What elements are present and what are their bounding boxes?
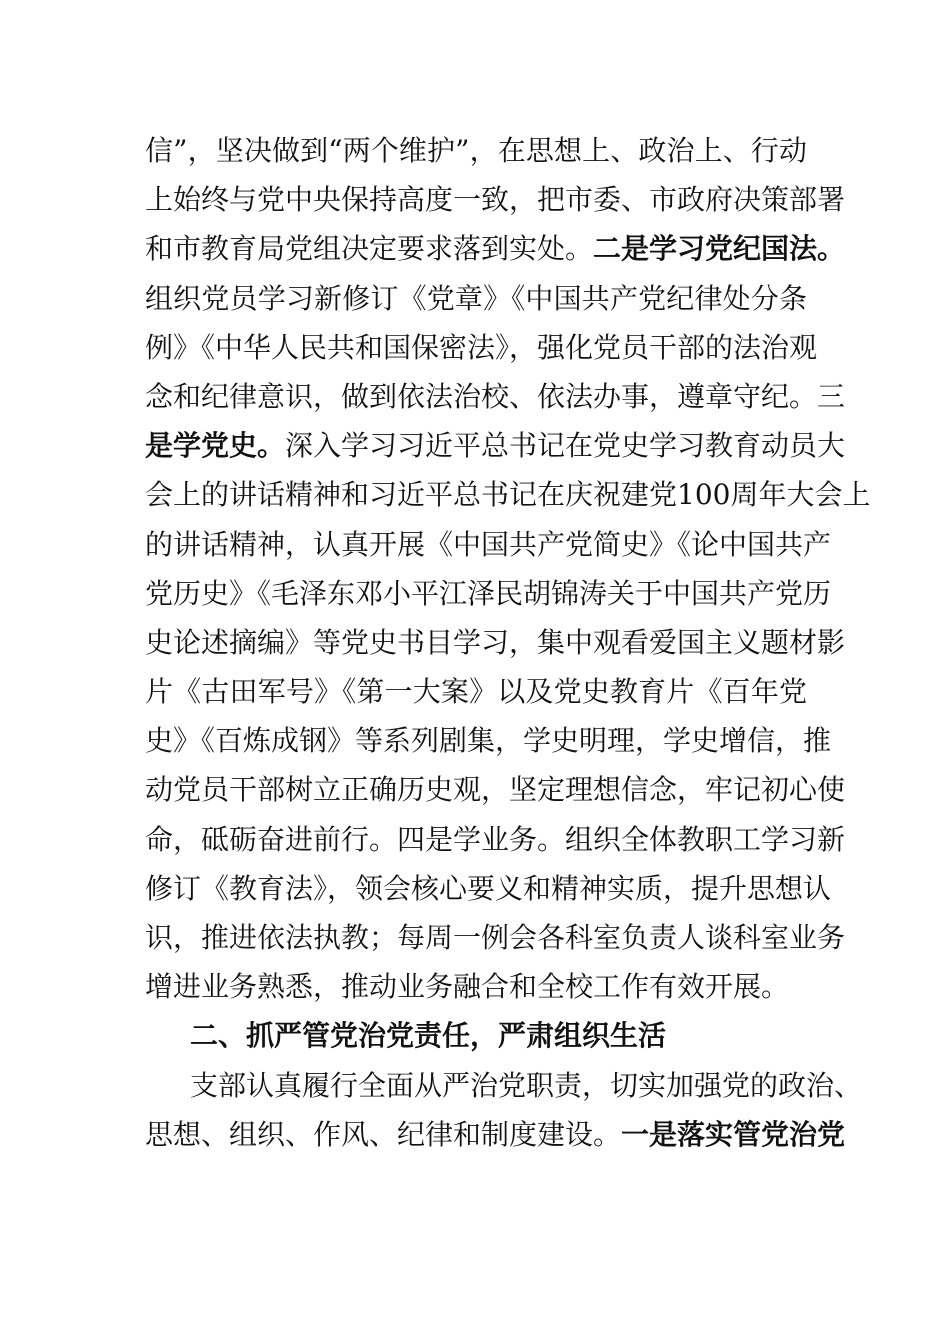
text-line [145, 765, 846, 814]
text-line [145, 913, 846, 962]
text-run: 组织党员学习新修订《党章》《中国共产党纪律处分条 [145, 281, 807, 315]
text-line [145, 815, 846, 864]
text-run: 念和纪律意识，做到依法治校、依法办事，遵章守纪。三 [145, 379, 846, 413]
text-run: 深入学习习近平总书记在党史学习教育动员大 [285, 429, 846, 463]
text-line [145, 962, 807, 1011]
text-line [145, 864, 832, 913]
text-run: 会上的讲话精神和习近平总书记在庆祝建党100周年大会上 [145, 478, 871, 512]
text-run: 识，推进依法执教；每周一例会各科室负责人谈科室业务 [145, 921, 846, 954]
text-run: 修订《教育法》，领会核心要义和精神实质，提升思想认 [145, 871, 832, 905]
text-run: 史》《百炼成钢》等系列剧集，学史明理，学史增信，推 [145, 724, 832, 758]
text-run: 片《古田军号》《第一大案》以及党史教育片《百年党 [145, 675, 807, 709]
text-run: 增进业务熟悉，推动业务融合和全校工作有效开展。 [145, 970, 790, 1004]
text-line [145, 569, 832, 618]
text-line [145, 224, 846, 273]
text-line [145, 274, 807, 323]
document-body [145, 126, 871, 1159]
text-line [145, 175, 846, 224]
text-run: 例》《中华人民共和国保密法》，强化党员干部的法治观 [145, 330, 818, 364]
text-run: 信”，坚决做到“两个维护”，在思想上、政治上、行动 [145, 134, 807, 167]
text-line [145, 716, 832, 765]
section-heading: 二、抓严管党治党责任，严肃组织生活 [190, 1019, 667, 1053]
bold-text-run: 二是学习党纪国法。 [593, 232, 846, 266]
text-run: 上始终与党中央保持高度一致，把市委、市政府决策部署 [145, 183, 846, 217]
bold-text-run: 是学党史。 [145, 429, 286, 463]
text-run: 命，砥砺奋进前行。四是学业务。组织全体教职工学习新 [145, 822, 846, 856]
text-run: 动党员干部树立正确历史观，坚定理想信念，牢记初心使 [145, 773, 846, 807]
text-line [145, 1061, 863, 1110]
text-line [145, 470, 871, 519]
text-line [145, 667, 807, 716]
text-line [145, 1110, 846, 1159]
text-line [145, 421, 846, 470]
text-run: 支部认真履行全面从严治党职责，切实加强党的政治、 [190, 1068, 863, 1102]
bold-text-run: 一是落实管党治党 [621, 1117, 846, 1151]
text-line [145, 323, 818, 372]
text-run: 的讲话精神，认真开展《中国共产党简史》《论中国共产 [145, 527, 832, 561]
text-line [145, 618, 846, 667]
text-run: 党历史》《毛泽东邓小平江泽民胡锦涛关于中国共产党历 [145, 576, 832, 610]
text-line [145, 126, 807, 175]
text-run: 思想、组织、作风、纪律和制度建设。 [145, 1117, 622, 1151]
text-run: 和市教育局党组决定要求落到实处。 [145, 232, 594, 266]
text-line [145, 372, 846, 421]
text-run: 史论述摘编》等党史书目学习，集中观看爱国主义题材影 [145, 625, 846, 659]
text-line [145, 520, 832, 569]
